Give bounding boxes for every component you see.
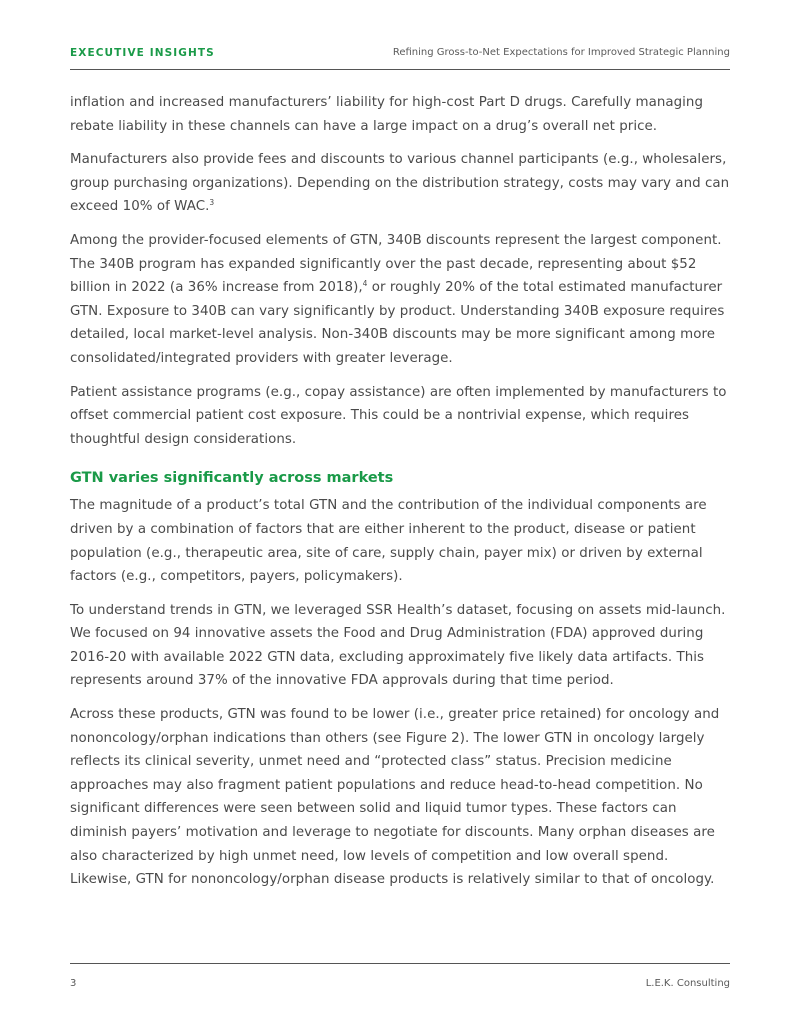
document-title: Refining Gross-to-Net Expectations for Improved Strategic Planning — [392, 47, 730, 58]
section-heading: GTN varies significantly across markets — [70, 470, 394, 487]
page-number: 3 — [70, 978, 77, 989]
paragraph-part-d-rebates: inflation and increased manufacturers’ liability for high-cost Part D drugs. Carefully managing rebate liability in these channels can have a large impact on a drug’s overall net price. — [70, 95, 704, 134]
paragraph-gtn-magnitude: The magnitude of a product’s total GTN and the contribution of the individual components are driven by a combination of factors that are either inherent to the product, disease or patient population (e.g., therapeutic area, site of care, supply chain, payer mix) or driven by external factors (e.g., competitors, payers, policymakers). — [70, 498, 707, 585]
paragraph-340b-text-1: Among the provider-focused elements of GTN, 340B discounts represent the largest component. The 340B program has expanded significantly over the past decade, representing about $52 billion in 2022 (a 36% increase from 2018), — [70, 232, 722, 296]
body-content — [70, 91, 732, 902]
paragraph-gtn-trends: To understand trends in GTN, we leveraged SSR Health’s dataset, focusing on assets mid-launch. We focused on 94 innovative assets the Food and Drug Administration (FDA) approved during 2016-20 with available 2022 GTN data, excluding approximately five likely data artifacts. This represents around 37% of the innovative FDA approvals during that time period. — [70, 602, 726, 689]
paragraph-channel-fees-text: Manufacturers also provide fees and discounts to various channel participants (e.g., wholesalers, group purchasing organizations). Depending on the distribution strategy, costs may vary and can exceed 10% of WAC. — [70, 152, 730, 215]
footnote-ref-3: 3 — [209, 198, 215, 208]
page-footer — [70, 963, 730, 994]
footnote-ref-4: 4 — [362, 279, 368, 289]
paragraph-patient-assistance: Patient assistance programs (e.g., copay assistance) are often implemented by manufacturers to offset commercial patient cost exposure. This could be a nontrivial expense, which requires thoughtful design considerations. — [70, 384, 727, 447]
company-name: L.E.K. Consulting — [645, 978, 730, 989]
paragraph-oncology-findings: Across these products, GTN was found to be lower (i.e., greater price retained) for oncology and nononcology/orphan indications than others (see Figure 2). The lower GTN in oncology largely reflects its clinical severity, unmet need and “protected class” status. Precision medicine approaches may also fragment patient populations and reduce head-to-head competition. No significant differences were seen between solid and liquid tumor types. These factors can diminish payers’ motivation and leverage to negotiate for discounts. Many orphan diseases are also characterized by high unmet need, low levels of competition and low overall spend. Likewise, GTN for nononcology/orphan disease products is relatively similar to that of oncology. — [70, 707, 720, 888]
paragraph-340b-discounts — [70, 229, 732, 371]
section-label: EXECUTIVE INSIGHTS — [70, 47, 215, 59]
paragraph-340b-text-2: or roughly 20% of the total estimated manufacturer GTN. Exposure to 340B can vary significantly by product. Understanding 340B exposure requires detailed, local market-level analysis. Non-340B discounts may be more significant among more consolidated/integrated providers with greater leverage. — [70, 280, 725, 366]
page-header — [70, 47, 730, 70]
paragraph-channel-fees — [70, 148, 732, 219]
